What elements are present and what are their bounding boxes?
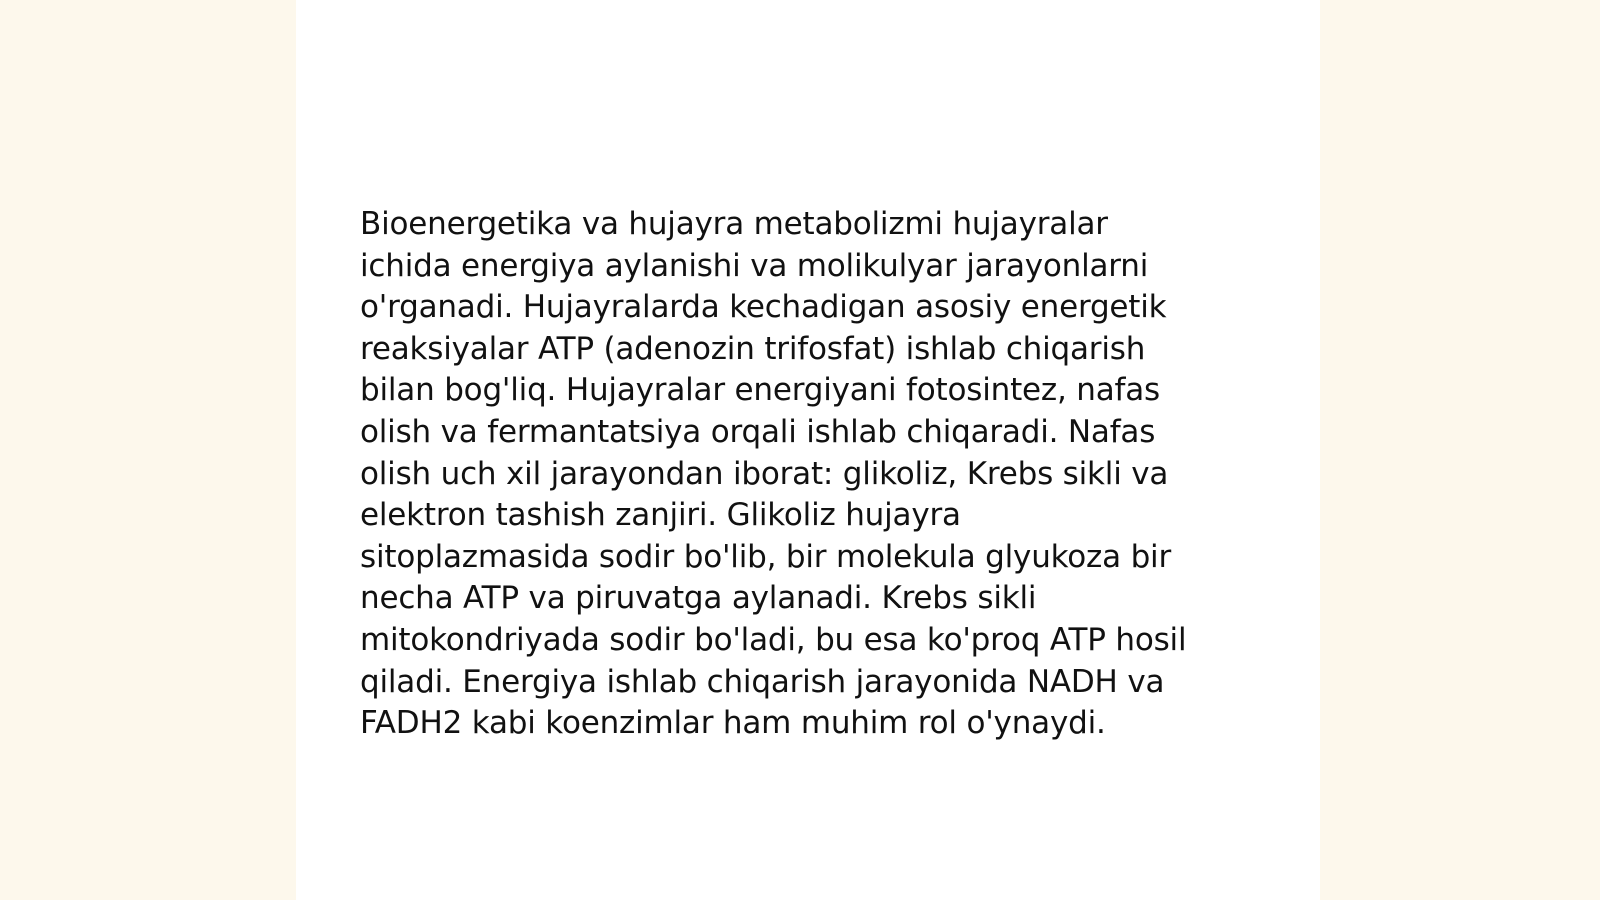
body-text-line: sitoplazmasida sodir bo'lib, bir molekula glyukoza bir bbox=[360, 538, 1172, 575]
body-text-line: necha ATP va piruvatga aylanadi. Krebs sikli bbox=[360, 580, 1037, 617]
body-text-line: o'rganadi. Hujayralarda kechadigan asosiy energetik bbox=[360, 289, 1167, 326]
body-text-line: bilan bog'liq. Hujayralar energiyani fotosintez, nafas bbox=[360, 372, 1160, 409]
body-text-line: olish uch xil jarayondan iborat: glikoliz, Krebs sikli va bbox=[360, 455, 1169, 492]
slide-body-text bbox=[360, 204, 1260, 745]
body-text-line: reaksiyalar ATP (adenozin trifosfat) ishlab chiqarish bbox=[360, 330, 1146, 367]
body-text-line: mitokondriyada sodir bo'ladi, bu esa ko'proq ATP hosil bbox=[360, 621, 1187, 658]
body-text-line: FADH2 kabi koenzimlar ham muhim rol o'ynaydi. bbox=[360, 705, 1106, 742]
slide bbox=[296, 0, 1320, 900]
body-text-line: ichida energiya aylanishi va molikulyar jarayonlarni bbox=[360, 247, 1149, 284]
body-text-line: Bioenergetika va hujayra metabolizmi hujayralar bbox=[360, 206, 1108, 242]
body-text-line: qiladi. Energiya ishlab chiqarish jarayonida NADH va bbox=[360, 663, 1165, 700]
body-text-line: olish va fermantatsiya orqali ishlab chiqaradi. Nafas bbox=[360, 413, 1156, 450]
body-text-line: elektron tashish zanjiri. Glikoliz hujayra bbox=[360, 497, 961, 534]
